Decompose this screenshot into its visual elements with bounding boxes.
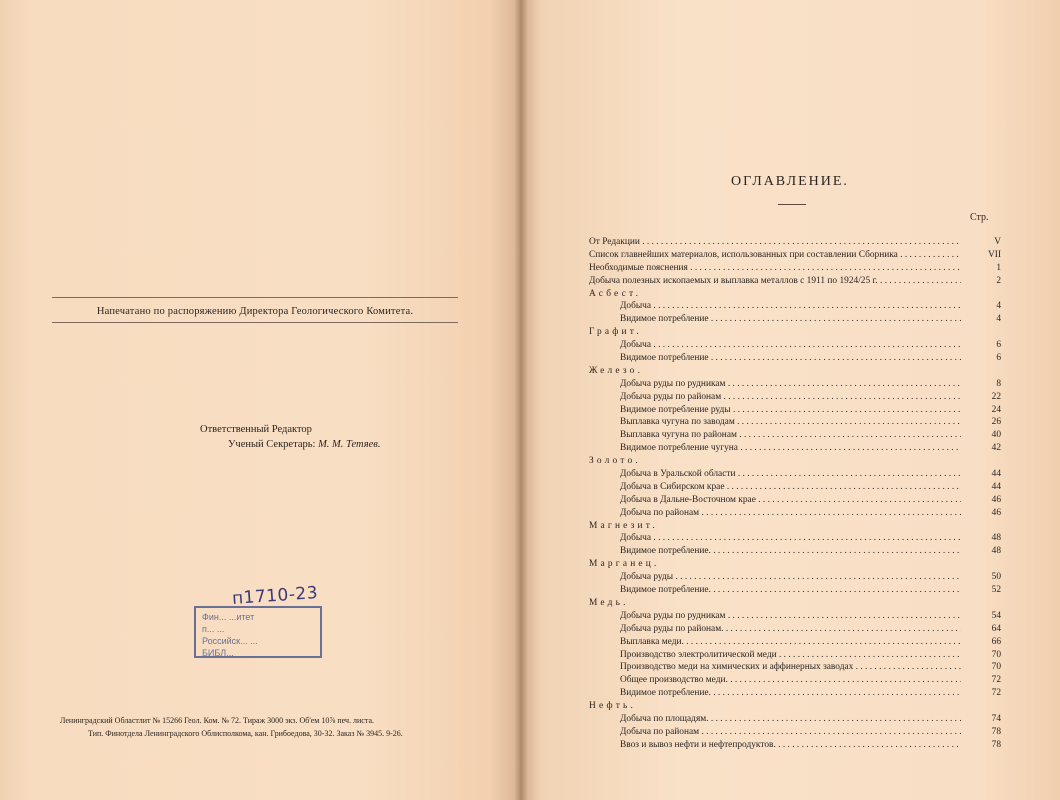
toc-entry-label: Добыча руды по рудникам . . . xyxy=(620,610,961,623)
toc-entry-page: 70 xyxy=(991,649,1001,660)
toc-entry-page: 78 xyxy=(991,726,1001,737)
toc-entry xyxy=(589,713,1001,726)
toc-entry xyxy=(589,494,1001,507)
colophon-line-1: Ленинградский Областлит № 15266 Геол. Ком. № 72. Тираж 3000 экз. Об'ем 10⅞ печ. листа. xyxy=(60,716,374,725)
toc-section-heading xyxy=(589,700,1001,713)
toc-entry-page: 26 xyxy=(991,417,1001,428)
toc-entry-label: Выплавка чугуна по заводам . . . xyxy=(620,416,961,429)
toc-entry-page: 72 xyxy=(991,688,1001,699)
imprint-note: Напечатано по распоряжению Директора Геологического Комитета. xyxy=(96,306,414,317)
toc-entry-label: Графит. xyxy=(589,327,642,338)
toc-entry xyxy=(589,416,1001,429)
book-gutter xyxy=(514,0,528,800)
toc-entry xyxy=(589,300,1001,313)
toc-entry-label: Необходимые пояснения . . . xyxy=(589,262,961,275)
toc-entry-page: 52 xyxy=(991,585,1001,596)
toc-entry xyxy=(589,532,1001,545)
secretary-name: М. М. Тетяев. xyxy=(318,439,381,450)
imprint-bottom-rule xyxy=(52,322,458,323)
toc-entry xyxy=(589,378,1001,391)
toc-entry-label: Список главнейших материалов, использованных при составлении Сборника . . . xyxy=(589,249,961,262)
toc-entry-label: Добыча по районам . . . xyxy=(620,726,961,739)
title-rule xyxy=(778,204,806,205)
toc-entry xyxy=(589,571,1001,584)
toc-entry-page: 48 xyxy=(991,533,1001,544)
toc-entry-label: Добыча . . . xyxy=(620,532,961,545)
toc-entry-label: Железо. xyxy=(589,365,644,376)
toc-section-heading xyxy=(589,558,1001,571)
toc-entry-page: 6 xyxy=(996,353,1001,364)
toc-entry-label: Добыча руды . . . xyxy=(620,571,961,584)
secretary-line xyxy=(228,439,380,450)
toc-entry xyxy=(589,545,1001,558)
toc-section-heading xyxy=(589,597,1001,610)
toc-entry-page: 64 xyxy=(991,623,1001,634)
toc-entry-label: Добыча . . . xyxy=(620,300,961,313)
toc-entry-page: 66 xyxy=(991,636,1001,647)
toc-entry-page: 4 xyxy=(996,314,1001,325)
imprint-top-rule xyxy=(52,297,458,298)
stamp-line: п... ... xyxy=(202,624,225,634)
toc-entry-page: 74 xyxy=(991,713,1001,724)
toc-entry-page: 8 xyxy=(996,378,1001,389)
toc-entry-label: Выплавка меди. . . . xyxy=(620,636,961,649)
toc-entry-page: 4 xyxy=(996,301,1001,312)
toc-entry-label: Добыча . . . xyxy=(620,339,961,352)
toc-entry xyxy=(589,739,1001,752)
toc-entry-label: Выплавка чугуна по районам . . . xyxy=(620,429,961,442)
toc-entry xyxy=(589,442,1001,455)
toc-entry-page: 42 xyxy=(991,443,1001,454)
toc-entry xyxy=(589,352,1001,365)
toc-entry-page: 46 xyxy=(991,494,1001,505)
toc-entry xyxy=(589,687,1001,700)
editor-title: Ответственный Редактор xyxy=(200,424,312,435)
toc-entry-label: Добыча по районам . . . xyxy=(620,507,961,520)
toc-entry-page: V xyxy=(994,237,1001,247)
handwritten-shelfmark: п1710-23 xyxy=(231,583,319,609)
toc-entry xyxy=(589,507,1001,520)
toc-entry-label: Добыча в Дальне-Восточном крае . . . xyxy=(620,494,961,507)
toc-entry-page: VII xyxy=(987,249,1001,260)
toc-entry xyxy=(589,339,1001,352)
toc-entry-label: Добыча в Уральской области . . . xyxy=(620,468,961,481)
toc-entry-label: Медь. xyxy=(589,597,629,608)
toc-entry xyxy=(589,262,1001,275)
toc-section-heading xyxy=(589,288,1001,301)
stamp-line: Фин... ...итет xyxy=(202,612,255,622)
toc-entry-label: Видимое потребление. . . . xyxy=(620,584,961,597)
toc-entry xyxy=(589,429,1001,442)
toc-entry-label: Добыча полезных ископаемых и выплавка металлов с 1911 по 1924/25 г. . . . xyxy=(589,275,961,288)
library-stamp xyxy=(194,606,322,658)
toc-entry xyxy=(589,636,1001,649)
toc-entry-label: Общее производство меди. . . . xyxy=(620,674,961,687)
toc-entry-label: Добыча в Сибирском крае . . . xyxy=(620,481,961,494)
toc-entry-label: Видимое потребление руды . . . xyxy=(620,404,961,417)
toc-entry-page: 70 xyxy=(991,662,1001,673)
toc-title: ОГЛАВЛЕНИЕ. xyxy=(731,174,849,189)
toc-entry xyxy=(589,404,1001,417)
toc-entry xyxy=(589,584,1001,597)
toc-entry xyxy=(589,313,1001,326)
toc-entry-label: Видимое потребление. . . . xyxy=(620,687,961,700)
stamp-line: БИБЛ... xyxy=(202,648,234,658)
toc-entry-page: 46 xyxy=(991,507,1001,518)
toc-entry xyxy=(589,275,1001,288)
toc-entry-label: Марганец. xyxy=(589,559,660,570)
toc-section-heading xyxy=(589,520,1001,533)
toc-entry-page: 78 xyxy=(991,739,1001,750)
toc-entry xyxy=(589,661,1001,674)
toc-entry-label: Добыча руды по рудникам . . . xyxy=(620,378,961,391)
toc-entry-label: Видимое потребление чугуна . . . xyxy=(620,442,961,455)
table-of-contents xyxy=(589,236,1001,752)
toc-section-heading xyxy=(589,455,1001,468)
toc-entry-label: От Редакции . . . xyxy=(589,236,961,249)
toc-entry-page: 6 xyxy=(996,340,1001,351)
stamp-line: Российск... ... xyxy=(202,636,258,646)
toc-entry-page: 50 xyxy=(991,572,1001,583)
left-page xyxy=(0,0,520,800)
toc-entry xyxy=(589,468,1001,481)
toc-entry-page: 54 xyxy=(991,610,1001,621)
toc-section-heading xyxy=(589,326,1001,339)
toc-entry-label: Добыча по площадям. . . . xyxy=(620,713,961,726)
toc-entry-label: Видимое потребление. . . . xyxy=(620,545,961,558)
toc-entry-page: 48 xyxy=(991,546,1001,557)
colophon-line-2: Тип. Финотдела Ленинградского Облисполкома, кан. Грибоедова, 30-32. Заказ № 3945. 9-26. xyxy=(88,729,403,738)
toc-entry-label: Магнезит. xyxy=(589,520,658,531)
toc-section-heading xyxy=(589,365,1001,378)
page-column-header: Стр. xyxy=(970,212,989,223)
toc-entry xyxy=(589,726,1001,739)
toc-entry xyxy=(589,236,1001,249)
toc-entry-label: Ввоз и вывоз нефти и нефтепродуктов. . . . xyxy=(620,739,961,752)
toc-entry-page: 72 xyxy=(991,675,1001,686)
toc-entry-label: Видимое потребление . . . xyxy=(620,313,961,326)
toc-entry-page: 2 xyxy=(996,275,1001,286)
toc-entry xyxy=(589,249,1001,262)
toc-entry-page: 44 xyxy=(991,469,1001,480)
toc-entry-label: Добыча руды по районам. . . . xyxy=(620,623,961,636)
toc-entry-label: Видимое потребление . . . xyxy=(620,352,961,365)
secretary-label: Ученый Секретарь: xyxy=(228,439,316,450)
toc-entry-label: Асбест. xyxy=(589,288,642,299)
toc-entry xyxy=(589,610,1001,623)
toc-entry xyxy=(589,674,1001,687)
toc-entry-label: Золото. xyxy=(589,456,641,467)
toc-entry xyxy=(589,623,1001,636)
toc-entry-page: 24 xyxy=(991,404,1001,415)
toc-entry-page: 22 xyxy=(991,391,1001,402)
toc-entry xyxy=(589,391,1001,404)
toc-entry-page: 1 xyxy=(996,262,1001,273)
toc-entry-page: 44 xyxy=(991,481,1001,492)
toc-entry-page: 40 xyxy=(991,430,1001,441)
toc-entry-label: Нефть. xyxy=(589,701,637,712)
toc-entry-label: Добыча руды по районам . . . xyxy=(620,391,961,404)
toc-entry-label: Производство электролитической меди . . . xyxy=(620,649,961,662)
toc-entry-label: Производство меди на химических и аффинерных заводах . . . xyxy=(620,661,961,674)
toc-entry xyxy=(589,481,1001,494)
toc-entry xyxy=(589,649,1001,662)
